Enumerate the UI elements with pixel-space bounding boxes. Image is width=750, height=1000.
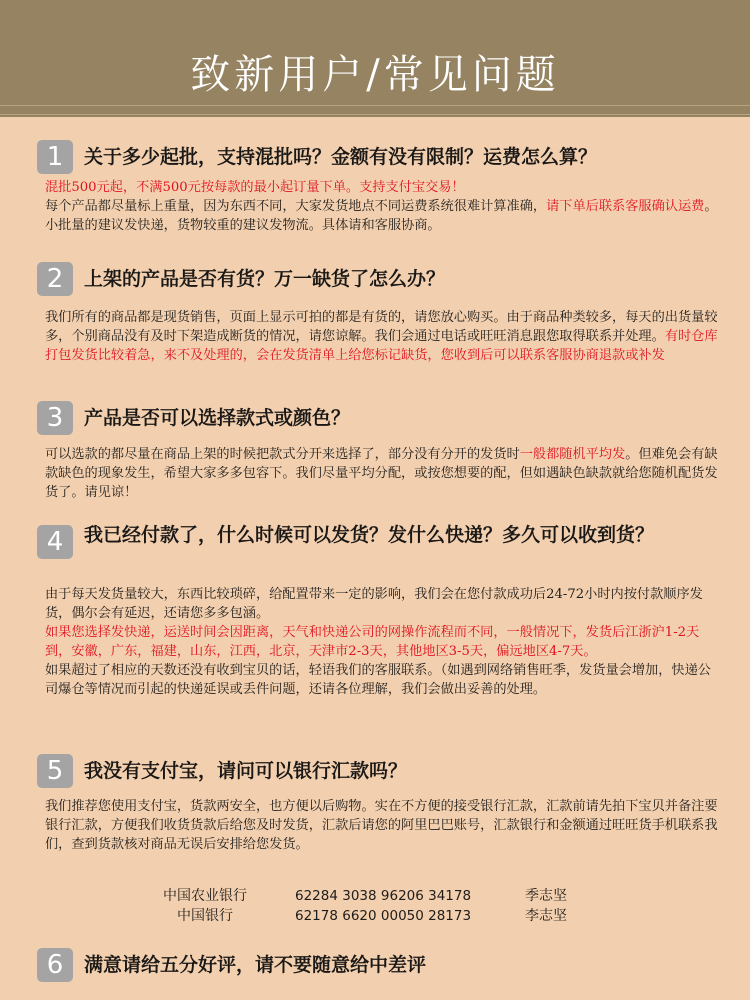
answer-paragraph [45, 445, 723, 502]
answer-highlight: 一般都随机平均发 [519, 447, 626, 462]
bank-account-row [150, 907, 630, 927]
section-number-badge: 1 [37, 140, 73, 174]
account-holder: 李志坚 [525, 908, 567, 924]
faq-question: 我没有支付宝，请问可以银行汇款吗？ [84, 760, 408, 782]
section-number-badge: 4 [37, 525, 73, 559]
answer-text: 每个产品都尽量标上重量，因为东西不同，大家发货地点不同运费系统很难计算准确， [45, 199, 547, 214]
section-number-badge: 5 [37, 754, 73, 788]
faq-question: 我已经付款了，什么时候可以发货？发什么快递？多久可以收到货？ [84, 524, 655, 546]
page-title: 致新用户/常见问题 [190, 52, 560, 98]
faq-question: 产品是否可以选择款式或颜色？ [84, 407, 351, 429]
faq-answer [45, 797, 723, 854]
answer-highlight: 混批500元起，不满500元按每款的最小起订量下单。支持支付宝交易！ [45, 180, 465, 195]
answer-paragraph: 我们推荐您使用支付宝，货款两安全，也方便以后购物。实在不方便的接受银行汇款，汇款前请先拍下宝贝并备注要银行汇款，方便我们收货货款后给您及时发货，汇款后请您的阿里巴巴账号，汇款银行和金额通过旺旺货手机联系我们，查到货款核对商品无误后安排给您发货。 [45, 799, 718, 852]
faq-question: 上架的产品是否有货？万一缺货了怎么办？ [84, 268, 446, 290]
faq-answer [45, 445, 723, 502]
answer-highlight: 如果您选择发快递，运送时间会因距离，天气和快递公司的网操作流程而不同，一般情况下，发货后江浙沪1-2天到，安徽，广东，福建，山东，江西，北京，天津市2-3天，其他地区3-5天，偏远地区4-7天。 [45, 625, 700, 659]
section-number-badge: 3 [37, 401, 73, 435]
answer-paragraph [45, 308, 723, 365]
bank-account-table [150, 887, 630, 927]
section-number-badge: 6 [37, 948, 73, 982]
answer-highlight: 有时仓库打包发货比较着急，来不及处理的，会在发货清单上给您标记缺货，您收到后可以联系客服协商退款或补发 [45, 329, 718, 363]
faq-answer [45, 178, 723, 235]
section-number-badge: 2 [37, 262, 73, 296]
faq-answer [45, 308, 723, 365]
bank-name: 中国银行 [177, 908, 233, 924]
answer-paragraph: 如果超过了相应的天数还没有收到宝贝的话，轻语我们的客服联系。（如遇到网络销售旺季，发货量会增加，快递公司爆仓等情况而引起的快递延误或丢件问题，还请各位理解，我们会做出妥善的处理。 [45, 663, 711, 697]
header-banner [0, 0, 750, 117]
answer-text: 。小批量的建议发快递，货物较重的建议发物流。具体请和客服协商。 [45, 199, 718, 233]
answer-text: 可以选款的都尽量在商品上架的时候把款式分开来选择了，部分没有分开的发货时 [45, 447, 520, 462]
bank-account-number: 62284 3038 96206 34178 [295, 888, 472, 904]
account-holder: 季志坚 [525, 888, 567, 904]
faq-answer [45, 585, 723, 699]
answer-text: 我们所有的商品都是现货销售，页面上显示可拍的都是有货的，请您放心购买。由于商品种类较多，每天的出货量较多，个别商品没有及时下架造成断货的情况，请您谅解。我们会通过电话或旺旺消息跟您取得联系并处理。 [45, 310, 718, 344]
bank-account-number: 62178 6620 00050 28173 [295, 908, 472, 924]
faq-question: 满意请给五分好评，请不要随意给中差评 [84, 954, 427, 976]
answer-highlight: 请下单后联系客服确认运费 [546, 199, 705, 214]
answer-paragraph [45, 197, 723, 235]
bank-account-row [150, 887, 630, 907]
faq-question: 关于多少起批，支持混批吗？金额有没有限制？运费怎么算？ [84, 146, 598, 168]
answer-text: 。但难免会有缺款缺色的现象发生，希望大家多多包容下。我们尽量平均分配，或按您想要的配，但如遇缺色缺款就给您随机配货发货了。请见谅！ [45, 447, 718, 500]
bank-name: 中国农业银行 [163, 888, 247, 904]
answer-paragraph: 由于每天发货量较大，东西比较琐碎，给配置带来一定的影响，我们会在您付款成功后24-72小时内按付款顺序发货，偶尔会有延迟，还请您多多包涵。 [45, 587, 703, 621]
